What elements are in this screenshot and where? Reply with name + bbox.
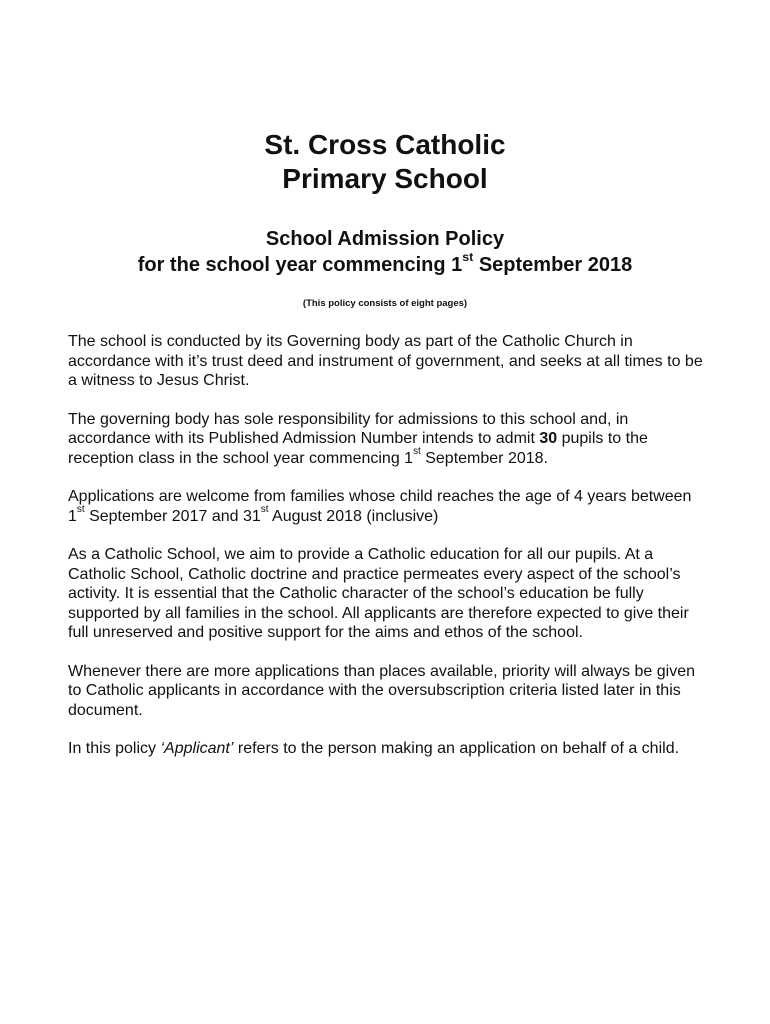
p2-mid: pupils to the reception class in the school year commencing 1: [68, 430, 648, 467]
title-line-1: St. Cross Catholic: [264, 129, 506, 160]
subtitle-line-1: School Admission Policy: [265, 228, 505, 250]
p2-sup: st: [413, 446, 421, 458]
p6-pre: In this policy: [68, 740, 161, 757]
p3-mid: September 2017 and 31: [84, 507, 261, 525]
paragraph-catholic-ethos: As a Catholic School, we aim to provide a Catholic education for all our pupils. At a Catholic School, Catholic doctrine and practice permeates every aspect of the school’s activity. It is essential that the Catholic character of the school’s education be fully supported by all families in the school. All applicants are therefore expected to give their full unreserved and positive support for the aims and ethos of the school.: [68, 546, 689, 641]
paragraph-oversubscription: Whenever there are more applications than places available, priority will always be given to Catholic applicants in accordance with the oversubscription criteria listed later in this document.: [68, 662, 695, 719]
title-line-2: Primary School: [282, 163, 488, 194]
paragraph-admission-number: [68, 410, 708, 469]
p2-pre: The governing body has sole responsibility for admissions to this school and, in accordance with its Published Admission Number intends to admit: [68, 410, 629, 447]
p3-sup-2: st: [260, 504, 269, 516]
paragraph-applicant-definition: [68, 739, 708, 759]
p3-sup-1: st: [76, 504, 85, 516]
applicant-term: ‘Applicant’: [160, 740, 234, 757]
admission-number: 30: [539, 430, 558, 447]
page-count-note: (This policy consists of eight pages): [302, 298, 468, 309]
paragraph-age-range: [68, 487, 708, 526]
paragraph-governance: The school is conducted by its Governing body as part of the Catholic Church in accordance with it’s trust deed and instrument of government, and seeks at all times to be a witness to Jesus Christ.: [68, 333, 703, 389]
p3-post: August 2018 (inclusive): [268, 507, 439, 525]
policy-subtitle: [0, 226, 770, 278]
p3-pre: Applications are welcome from families whose child reaches the age of 4 years between 1: [68, 488, 692, 525]
p2-post: September 2018.: [420, 449, 548, 467]
p6-post: refers to the person making an application on behalf of a child.: [233, 740, 680, 757]
subtitle-line-2-pre: for the school year commencing 1: [137, 254, 463, 276]
policy-body: [68, 332, 708, 778]
subtitle-line-2-post: September 2018: [473, 254, 633, 276]
subtitle-line-2-sup: st: [462, 249, 474, 264]
page-title: [0, 128, 770, 196]
